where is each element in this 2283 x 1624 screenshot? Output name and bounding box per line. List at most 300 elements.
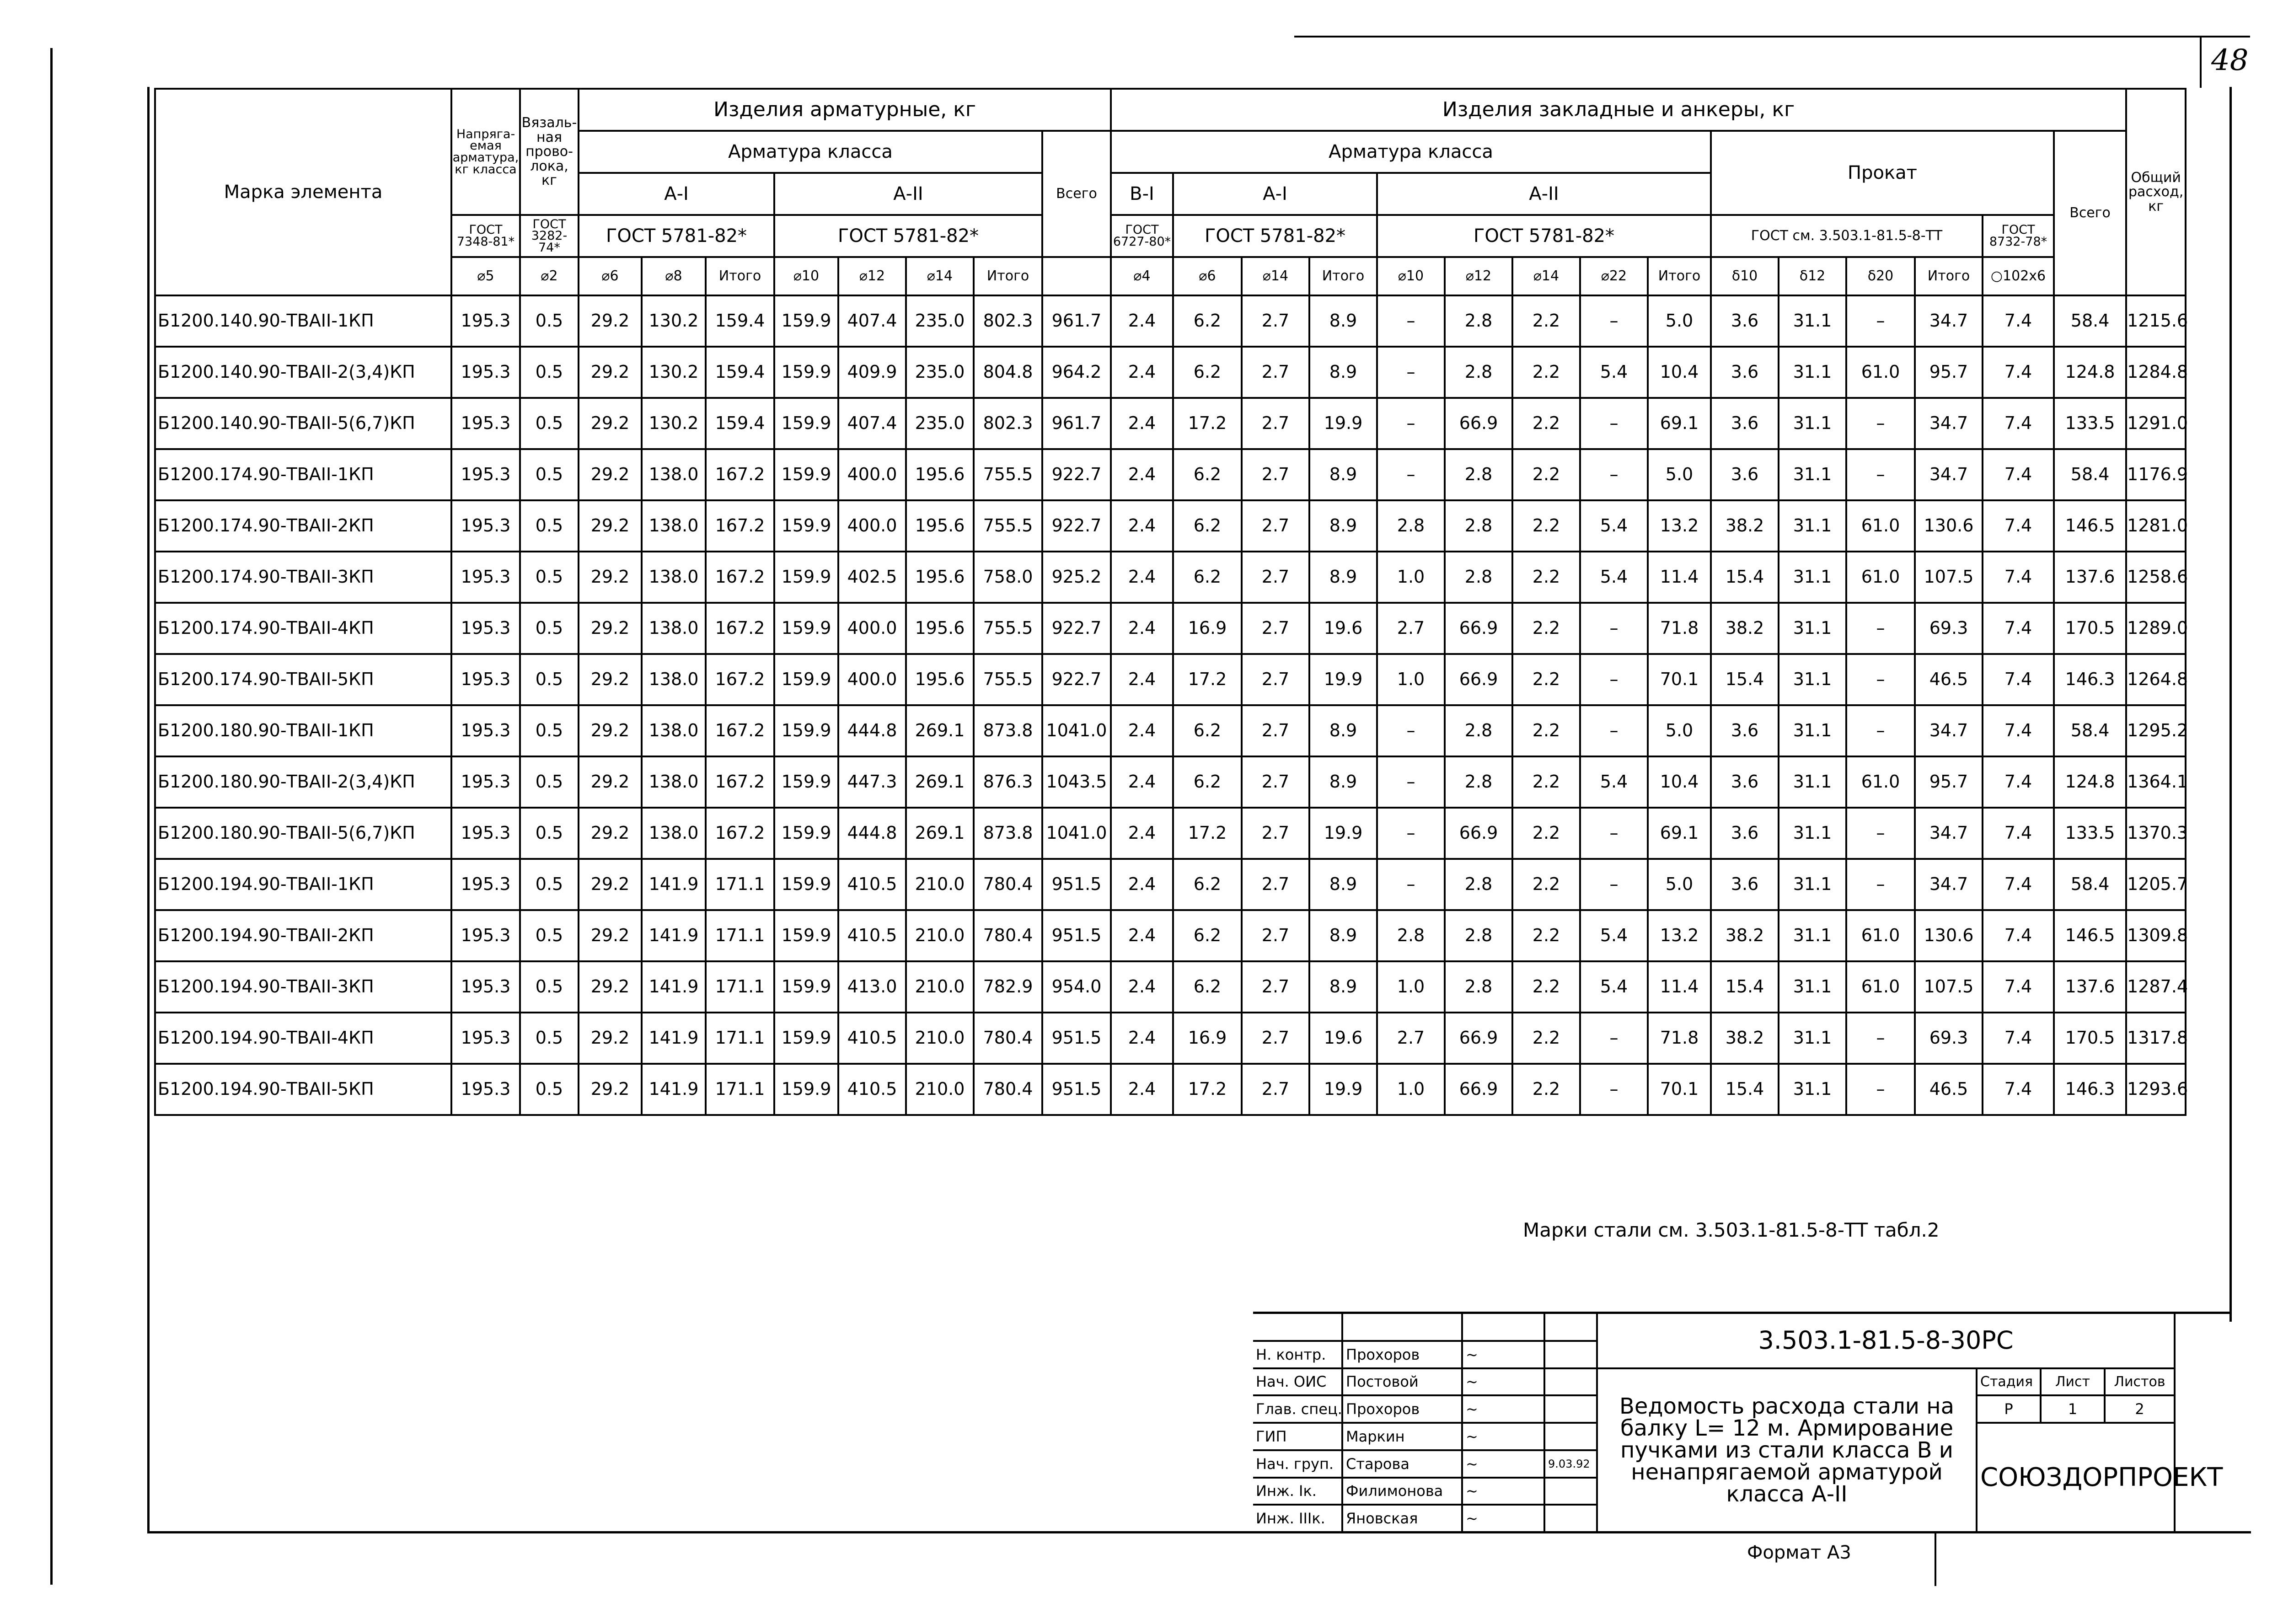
table-cell: 159.9 (774, 552, 838, 603)
table-cell: 29.2 (579, 705, 642, 756)
table-cell: 146.3 (2054, 654, 2126, 705)
table-cell: 95.7 (1915, 756, 1983, 808)
table-cell: 7.4 (1983, 603, 2054, 654)
table-cell: 1291.0 (2126, 398, 2186, 449)
table-cell: 171.1 (706, 1013, 774, 1064)
table-cell: 167.2 (706, 654, 774, 705)
table-cell: 2.7 (1242, 756, 1309, 808)
table-cell: 5.0 (1648, 449, 1711, 500)
table-cell: – (1846, 808, 1915, 859)
table-cell: 2.4 (1111, 500, 1173, 552)
stamp-signature-4: ~ (1462, 1450, 1544, 1478)
table-cell: 8.9 (1309, 859, 1377, 910)
table-cell: 409.9 (838, 347, 906, 398)
header-class-a2: А-II (774, 173, 1042, 215)
table-cell: 2.7 (1377, 603, 1445, 654)
stamp-sheet: 1 (2041, 1395, 2105, 1423)
table-cell: 210.0 (906, 961, 974, 1013)
table-cell: 802.3 (974, 295, 1042, 347)
header-rolled: Прокат (1711, 131, 2054, 215)
table-row (155, 500, 2186, 552)
table-cell: 922.7 (1042, 449, 1111, 500)
table-cell: 138.0 (642, 654, 706, 705)
table-cell: 400.0 (838, 603, 906, 654)
element-mark: Б1200.194.90-ТВАII-4КП (155, 1013, 451, 1064)
table-cell: 159.4 (706, 295, 774, 347)
table-cell: 8.9 (1309, 295, 1377, 347)
header-size-0: ⌀5 (451, 257, 520, 295)
table-cell: 31.1 (1779, 705, 1846, 756)
header-size-21: Итого (1915, 257, 1983, 295)
stamp-signature-0: ~ (1462, 1341, 1544, 1368)
table-cell: 34.7 (1915, 705, 1983, 756)
table-cell: 925.2 (1042, 552, 1111, 603)
table-cell: 195.3 (451, 449, 520, 500)
table-cell: 400.0 (838, 449, 906, 500)
table-cell: 7.4 (1983, 347, 2054, 398)
table-cell: 2.7 (1242, 398, 1309, 449)
table-cell: 0.5 (520, 295, 579, 347)
table-cell: 31.1 (1779, 398, 1846, 449)
table-cell: 922.7 (1042, 654, 1111, 705)
table-cell: – (1377, 347, 1445, 398)
table-cell: 34.7 (1915, 808, 1983, 859)
table-cell: 1370.3 (2126, 808, 2186, 859)
table-cell: 780.4 (974, 1013, 1042, 1064)
table-cell: 951.5 (1042, 1064, 1111, 1115)
table-cell: 195.3 (451, 398, 520, 449)
table-cell: 8.9 (1309, 500, 1377, 552)
table-cell: 170.5 (2054, 603, 2126, 654)
table-cell: 38.2 (1711, 1013, 1779, 1064)
table-cell: 782.9 (974, 961, 1042, 1013)
table-cell: 19.9 (1309, 398, 1377, 449)
table-cell: 444.8 (838, 808, 906, 859)
table-cell: 159.9 (774, 756, 838, 808)
table-cell: – (1377, 808, 1445, 859)
table-cell: 1258.6 (2126, 552, 2186, 603)
table-cell: 2.4 (1111, 449, 1173, 500)
table-cell: 2.8 (1445, 500, 1512, 552)
table-cell: 2.2 (1512, 500, 1580, 552)
table-cell: 69.1 (1648, 398, 1711, 449)
table-cell: – (1377, 295, 1445, 347)
header-size-17: Итого (1648, 257, 1711, 295)
table-cell: – (1846, 654, 1915, 705)
table-cell: 402.5 (838, 552, 906, 603)
table-cell: – (1580, 1064, 1648, 1115)
table-cell: 31.1 (1779, 603, 1846, 654)
element-mark: Б1200.140.90-ТВАII-2(3,4)КП (155, 347, 451, 398)
table-cell: 269.1 (906, 756, 974, 808)
table-cell: 961.7 (1042, 295, 1111, 347)
table-cell: 1043.5 (1042, 756, 1111, 808)
table-cell: 34.7 (1915, 449, 1983, 500)
element-mark: Б1200.194.90-ТВАII-5КП (155, 1064, 451, 1115)
table-cell: 2.8 (1445, 705, 1512, 756)
table-cell: 138.0 (642, 552, 706, 603)
table-cell: 2.7 (1377, 1013, 1445, 1064)
table-cell: 29.2 (579, 603, 642, 654)
table-cell: 0.5 (520, 398, 579, 449)
table-cell: 780.4 (974, 1064, 1042, 1115)
table-cell: 195.3 (451, 705, 520, 756)
table-cell: 2.2 (1512, 859, 1580, 910)
table-cell: 6.2 (1173, 449, 1242, 500)
table-cell: 58.4 (2054, 295, 2126, 347)
table-cell: 124.8 (2054, 756, 2126, 808)
table-cell: 5.4 (1580, 756, 1648, 808)
table-cell: 29.2 (579, 500, 642, 552)
table-cell: 8.9 (1309, 705, 1377, 756)
table-cell: 138.0 (642, 449, 706, 500)
header-size-18: δ10 (1711, 257, 1779, 295)
table-cell: 8.9 (1309, 449, 1377, 500)
table-cell: 755.5 (974, 500, 1042, 552)
table-cell: 1.0 (1377, 654, 1445, 705)
table-cell: 0.5 (520, 654, 579, 705)
table-cell: 159.9 (774, 449, 838, 500)
table-cell: 130.2 (642, 295, 706, 347)
table-cell: 19.9 (1309, 654, 1377, 705)
table-cell: 7.4 (1983, 654, 2054, 705)
table-cell: – (1846, 859, 1915, 910)
table-cell: 235.0 (906, 347, 974, 398)
table-row (155, 449, 2186, 500)
table-cell: – (1846, 1013, 1915, 1064)
table-cell: 195.6 (906, 449, 974, 500)
table-cell: 6.2 (1173, 295, 1242, 347)
stamp-stage-label: Стадия (1977, 1368, 2041, 1396)
table-cell: 2.7 (1242, 1064, 1309, 1115)
table-cell: 16.9 (1173, 603, 1242, 654)
table-cell: 2.4 (1111, 859, 1173, 910)
table-cell: 29.2 (579, 398, 642, 449)
table-cell: 38.2 (1711, 500, 1779, 552)
stamp-signature-1: ~ (1462, 1368, 1544, 1396)
table-row (155, 1013, 2186, 1064)
table-cell: 755.5 (974, 654, 1042, 705)
table-row (155, 808, 2186, 859)
table-cell: 7.4 (1983, 398, 2054, 449)
table-cell: 46.5 (1915, 1064, 1983, 1115)
table-row (155, 347, 2186, 398)
table-cell: 58.4 (2054, 449, 2126, 500)
table-cell: 2.7 (1242, 910, 1309, 961)
header-size-4: Итого (706, 257, 774, 295)
header-gost-3282: ГОСТ 3282-74* (520, 215, 579, 257)
table-cell: – (1580, 654, 1648, 705)
table-cell: 17.2 (1173, 1064, 1242, 1115)
format-divider (1935, 1531, 1936, 1586)
table-cell: 3.6 (1711, 398, 1779, 449)
table-cell: 410.5 (838, 1064, 906, 1115)
frame-right-line (2200, 38, 2202, 88)
table-row (155, 552, 2186, 603)
table-cell: 195.3 (451, 295, 520, 347)
table-cell: 138.0 (642, 756, 706, 808)
header-gost-5781-c: ГОСТ 5781-82* (1173, 215, 1377, 257)
stamp-role-2: Глав. спец. (1253, 1395, 1342, 1423)
table-cell: 159.9 (774, 910, 838, 961)
table-cell: 159.9 (774, 1013, 838, 1064)
table-cell: 130.6 (1915, 910, 1983, 961)
table-cell: 2.8 (1377, 910, 1445, 961)
table-cell: 873.8 (974, 808, 1042, 859)
table-cell: 444.8 (838, 705, 906, 756)
table-cell: 2.2 (1512, 295, 1580, 347)
stamp-role-3: ГИП (1253, 1423, 1342, 1450)
header-size-16: ⌀22 (1580, 257, 1648, 295)
table-cell: 7.4 (1983, 295, 2054, 347)
table-row (155, 859, 2186, 910)
table-cell: 159.9 (774, 705, 838, 756)
table-cell: 146.3 (2054, 1064, 2126, 1115)
table-cell: 0.5 (520, 603, 579, 654)
table-cell: 13.2 (1648, 910, 1711, 961)
table-cell: 58.4 (2054, 859, 2126, 910)
table-cell: 7.4 (1983, 705, 2054, 756)
header-size-19: δ12 (1779, 257, 1846, 295)
header-size-3: ⌀8 (642, 257, 706, 295)
table-cell: 1364.1 (2126, 756, 2186, 808)
table-cell: 66.9 (1445, 808, 1512, 859)
table-cell: 141.9 (642, 910, 706, 961)
table-cell: 1041.0 (1042, 808, 1111, 859)
table-cell: 210.0 (906, 1064, 974, 1115)
table-cell: 7.4 (1983, 1064, 2054, 1115)
table-cell: – (1846, 398, 1915, 449)
table-cell: 31.1 (1779, 654, 1846, 705)
table-cell: 61.0 (1846, 500, 1915, 552)
table-cell: 138.0 (642, 808, 706, 859)
header-total-reinf: Всего (1042, 131, 1111, 257)
table-cell: 8.9 (1309, 961, 1377, 1013)
table-cell: 195.3 (451, 347, 520, 398)
table-cell: – (1846, 449, 1915, 500)
table-cell: 69.3 (1915, 603, 1983, 654)
table-cell: 2.2 (1512, 449, 1580, 500)
stamp-signature-3: ~ (1462, 1423, 1544, 1450)
table-cell: 2.2 (1512, 1013, 1580, 1064)
table-cell: 6.2 (1173, 552, 1242, 603)
header-size-6: ⌀12 (838, 257, 906, 295)
table-cell: 11.4 (1648, 552, 1711, 603)
table-cell: 1284.8 (2126, 347, 2186, 398)
table-cell: 34.7 (1915, 398, 1983, 449)
table-cell: 2.8 (1377, 500, 1445, 552)
table-cell: 31.1 (1779, 961, 1846, 1013)
table-cell: 31.1 (1779, 808, 1846, 859)
header-size-row (155, 257, 2186, 295)
stamp-role-6: Инж. IIIк. (1253, 1505, 1342, 1532)
table-cell: 2.8 (1445, 449, 1512, 500)
table-cell: 2.2 (1512, 347, 1580, 398)
table-cell: 61.0 (1846, 961, 1915, 1013)
table-cell: 954.0 (1042, 961, 1111, 1013)
table-cell: 951.5 (1042, 859, 1111, 910)
table-cell: 6.2 (1173, 910, 1242, 961)
stamp-name-6: Яновская (1342, 1505, 1462, 1532)
stamp-name-0: Прохоров (1342, 1341, 1462, 1368)
table-cell: 171.1 (706, 859, 774, 910)
table-cell: 400.0 (838, 654, 906, 705)
table-cell: 2.7 (1242, 705, 1309, 756)
header-size-13: ⌀10 (1377, 257, 1445, 295)
table-cell: 2.4 (1111, 756, 1173, 808)
table-cell: 2.8 (1445, 859, 1512, 910)
table-cell: 138.0 (642, 500, 706, 552)
table-cell: 2.7 (1242, 961, 1309, 1013)
table-cell: 15.4 (1711, 552, 1779, 603)
table-cell: 0.5 (520, 961, 579, 1013)
table-cell: – (1377, 398, 1445, 449)
header-size-20: δ20 (1846, 257, 1915, 295)
table-cell: – (1580, 449, 1648, 500)
table-cell: 5.4 (1580, 552, 1648, 603)
table-cell: 70.1 (1648, 1064, 1711, 1115)
table-cell: 2.4 (1111, 910, 1173, 961)
title-block (1253, 1313, 2223, 1533)
element-mark: Б1200.194.90-ТВАII-2КП (155, 910, 451, 961)
table-cell: 2.4 (1111, 705, 1173, 756)
table-cell: 31.1 (1779, 295, 1846, 347)
table-cell: 7.4 (1983, 1013, 2054, 1064)
table-cell: 137.6 (2054, 552, 2126, 603)
table-cell: 6.2 (1173, 705, 1242, 756)
table-cell: 410.5 (838, 910, 906, 961)
table-cell: 3.6 (1711, 449, 1779, 500)
table-cell: 0.5 (520, 347, 579, 398)
table-cell: 0.5 (520, 910, 579, 961)
table-cell: 61.0 (1846, 910, 1915, 961)
table-cell: 3.6 (1711, 347, 1779, 398)
table-row (155, 756, 2186, 808)
table-cell: 13.2 (1648, 500, 1711, 552)
table-cell: 0.5 (520, 859, 579, 910)
stamp-code: 3.503.1-81.5-8-30РС (1597, 1313, 2175, 1368)
format-label: Формат А3 (1747, 1542, 1851, 1563)
table-cell: 400.0 (838, 500, 906, 552)
table-cell: 3.6 (1711, 859, 1779, 910)
table-cell: 29.2 (579, 552, 642, 603)
table-cell: 195.3 (451, 603, 520, 654)
table-cell: 138.0 (642, 603, 706, 654)
table-cell: 410.5 (838, 1013, 906, 1064)
table-cell: 2.2 (1512, 961, 1580, 1013)
table-row (155, 705, 2186, 756)
table-cell: 6.2 (1173, 500, 1242, 552)
header-size-11: ⌀14 (1242, 257, 1309, 295)
table-cell: 7.4 (1983, 961, 2054, 1013)
table-cell: 5.4 (1580, 347, 1648, 398)
table-cell: 8.9 (1309, 910, 1377, 961)
header-mark: Марка элемента (155, 89, 451, 295)
header-class-b1: В-I (1111, 173, 1173, 215)
header-size-5: ⌀10 (774, 257, 838, 295)
table-cell: 31.1 (1779, 859, 1846, 910)
table-cell: 29.2 (579, 859, 642, 910)
table-cell: 159.9 (774, 961, 838, 1013)
table-cell: 2.7 (1242, 859, 1309, 910)
element-mark: Б1200.194.90-ТВАII-1КП (155, 859, 451, 910)
table-cell: 1287.4 (2126, 961, 2186, 1013)
table-cell: 31.1 (1779, 756, 1846, 808)
table-cell: 758.0 (974, 552, 1042, 603)
stamp-signature-2: ~ (1462, 1395, 1544, 1423)
table-cell: 235.0 (906, 398, 974, 449)
table-cell: 413.0 (838, 961, 906, 1013)
table-cell: 195.3 (451, 859, 520, 910)
sheet-number: 48 (2211, 43, 2249, 77)
stamp-date: 9.03.92 (1544, 1450, 1597, 1478)
table-cell: – (1580, 705, 1648, 756)
table-cell: 167.2 (706, 756, 774, 808)
table-cell: 5.0 (1648, 295, 1711, 347)
table-cell: 922.7 (1042, 500, 1111, 552)
header-gost-5781-d: ГОСТ 5781-82* (1377, 215, 1711, 257)
table-cell: 19.9 (1309, 808, 1377, 859)
stamp-sheets: 2 (2105, 1395, 2175, 1423)
table-cell: 2.7 (1242, 500, 1309, 552)
table-cell: 15.4 (1711, 1064, 1779, 1115)
table-cell: 8.9 (1309, 756, 1377, 808)
table-cell: 195.3 (451, 756, 520, 808)
table-cell: 7.4 (1983, 808, 2054, 859)
table-cell: 1.0 (1377, 1064, 1445, 1115)
table-cell: 6.2 (1173, 859, 1242, 910)
table-cell: 804.8 (974, 347, 1042, 398)
table-cell: 195.3 (451, 808, 520, 859)
header-grand-total: Общий расход, кг (2126, 89, 2186, 295)
table-cell: 2.2 (1512, 756, 1580, 808)
table-cell: 141.9 (642, 1064, 706, 1115)
frame-left-line (50, 48, 53, 1585)
element-mark: Б1200.174.90-ТВАII-1КП (155, 449, 451, 500)
table-cell: 2.4 (1111, 1064, 1173, 1115)
table-cell: 5.0 (1648, 705, 1711, 756)
table-cell: 159.9 (774, 500, 838, 552)
table-cell: 6.2 (1173, 347, 1242, 398)
table-cell: 29.2 (579, 756, 642, 808)
table-cell: 141.9 (642, 1013, 706, 1064)
table-cell: 1309.8 (2126, 910, 2186, 961)
stamp-org: СОЮЗДОРПРОЕКТ (1977, 1423, 2175, 1532)
header-gost-6727: ГОСТ 6727-80* (1111, 215, 1173, 257)
table-cell: 61.0 (1846, 347, 1915, 398)
header-size-22: ○102x6 (1983, 257, 2054, 295)
table-cell: 29.2 (579, 910, 642, 961)
table-cell: 210.0 (906, 859, 974, 910)
table-cell: 2.7 (1242, 552, 1309, 603)
table-cell: – (1377, 756, 1445, 808)
table-row (155, 295, 2186, 347)
table-cell: 15.4 (1711, 654, 1779, 705)
table-cell: 167.2 (706, 808, 774, 859)
table-cell: 5.0 (1648, 859, 1711, 910)
stamp-name-4: Старова (1342, 1450, 1462, 1478)
table-cell: 407.4 (838, 398, 906, 449)
table-cell: 2.8 (1445, 961, 1512, 1013)
table-cell: 7.4 (1983, 500, 2054, 552)
element-mark: Б1200.174.90-ТВАII-5КП (155, 654, 451, 705)
table-cell: 2.4 (1111, 1013, 1173, 1064)
table-cell: 8.9 (1309, 347, 1377, 398)
table-cell: 130.6 (1915, 500, 1983, 552)
header-size-10: ⌀6 (1173, 257, 1242, 295)
table-cell: 66.9 (1445, 398, 1512, 449)
table-cell: 2.8 (1445, 347, 1512, 398)
